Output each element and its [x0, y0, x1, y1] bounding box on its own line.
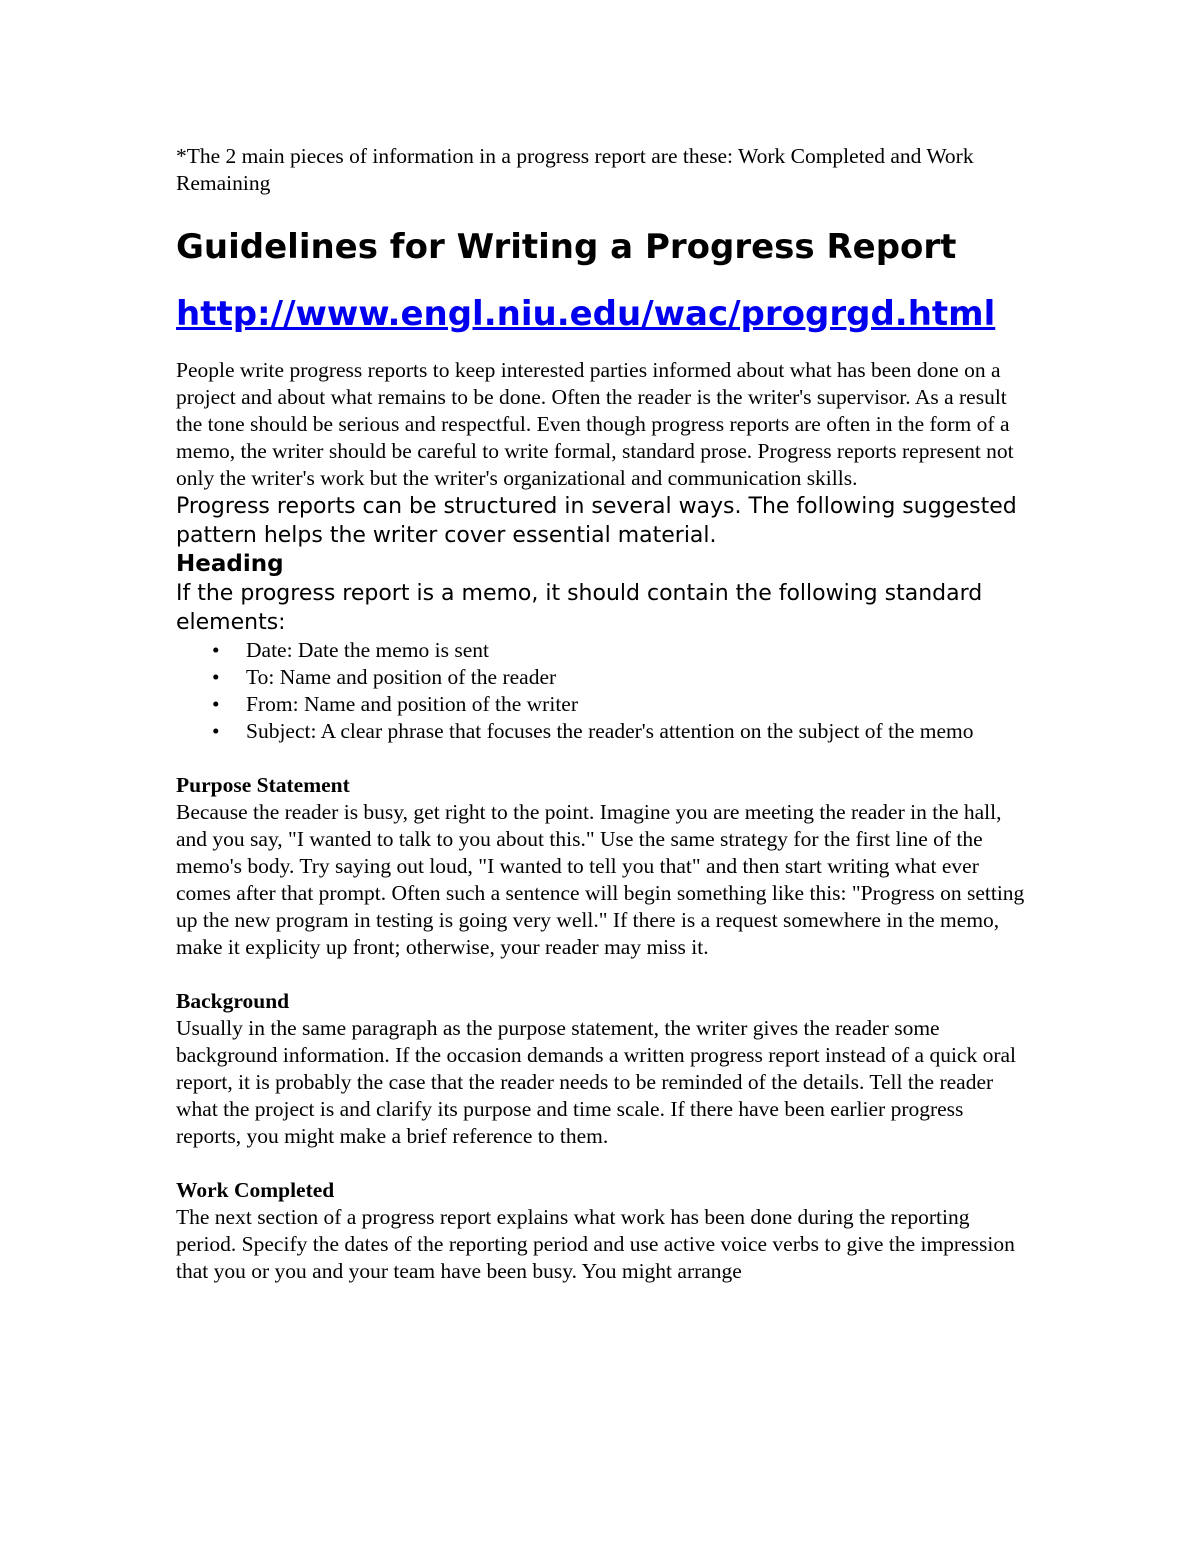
- intro-paragraph: People write progress reports to keep interested parties informed about what has been done on a project and about what remains to be done. Often the reader is the writer's supervisor. As a result the tone should be serious and respectful. Even though progress reports are often in the form of a memo, the writer should be careful to write formal, standard prose. Progress reports represent not only the writer's work but the writer's organizational and communication skills.: [176, 358, 1014, 490]
- list-item: [212, 718, 1026, 745]
- list-item-text: Subject: A clear phrase that focuses the reader's attention on the subject of the memo: [246, 719, 974, 743]
- section-title-background: Background: [176, 989, 290, 1013]
- section-body-background: Usually in the same paragraph as the purpose statement, the writer gives the reader some background information. If the occasion demands a written progress report instead of a quick oral report, it is probably the case that the reader needs to be reminded of the details. Tell the reader what the project is and clarify its purpose and time scale. If there have been earlier progress reports, you might make a brief reference to them.: [176, 1016, 1017, 1148]
- list-item-text: To: Name and position of the reader: [246, 665, 557, 689]
- intro-note: *The 2 main pieces of information in a progress report are these: Work Completed and Work Remaining: [176, 144, 974, 195]
- memo-intro: If the progress report is a memo, it should contain the following standard elements:: [176, 581, 983, 635]
- bullet-icon: •: [212, 719, 220, 743]
- page-title: Guidelines for Writing a Progress Report: [176, 227, 957, 267]
- memo-elements-list: [176, 637, 1026, 745]
- list-item: [212, 664, 1026, 691]
- bullet-icon: •: [212, 638, 220, 662]
- section-body-purpose: Because the reader is busy, get right to the point. Imagine you are meeting the reader in the hall, and you say, "I wanted to talk to you about this." Use the same strategy for the first line of the memo's body. Try saying out loud, "I wanted to tell you that" and then start writing what ever comes after that prompt. Often such a sentence will begin something like this: "Progress on setting up the new program in testing is going very well." If there is a request somewhere in the memo, make it explicity up front; otherwise, your reader may miss it.: [176, 800, 1025, 959]
- bullet-icon: •: [212, 665, 220, 689]
- source-link[interactable]: http://www.engl.niu.edu/wac/progrgd.html: [176, 294, 996, 334]
- list-item-text: From: Name and position of the writer: [246, 692, 578, 716]
- bullet-icon: •: [212, 692, 220, 716]
- list-item: [212, 637, 1026, 664]
- section-title-purpose: Purpose Statement: [176, 773, 350, 797]
- section-body-work-completed: The next section of a progress report explains what work has been done during the reporting period. Specify the dates of the reporting period and use active voice verbs to give the impression that you or you and your team have been busy. You might arrange: [176, 1205, 1015, 1283]
- section-title-work-completed: Work Completed: [176, 1178, 335, 1202]
- list-item: [212, 691, 1026, 718]
- heading-section-title: Heading: [176, 551, 284, 577]
- document-page: [176, 143, 1026, 1285]
- list-item-text: Date: Date the memo is sent: [246, 638, 489, 662]
- structure-note: Progress reports can be structured in several ways. The following suggested pattern helps the writer cover essential material.: [176, 494, 1017, 548]
